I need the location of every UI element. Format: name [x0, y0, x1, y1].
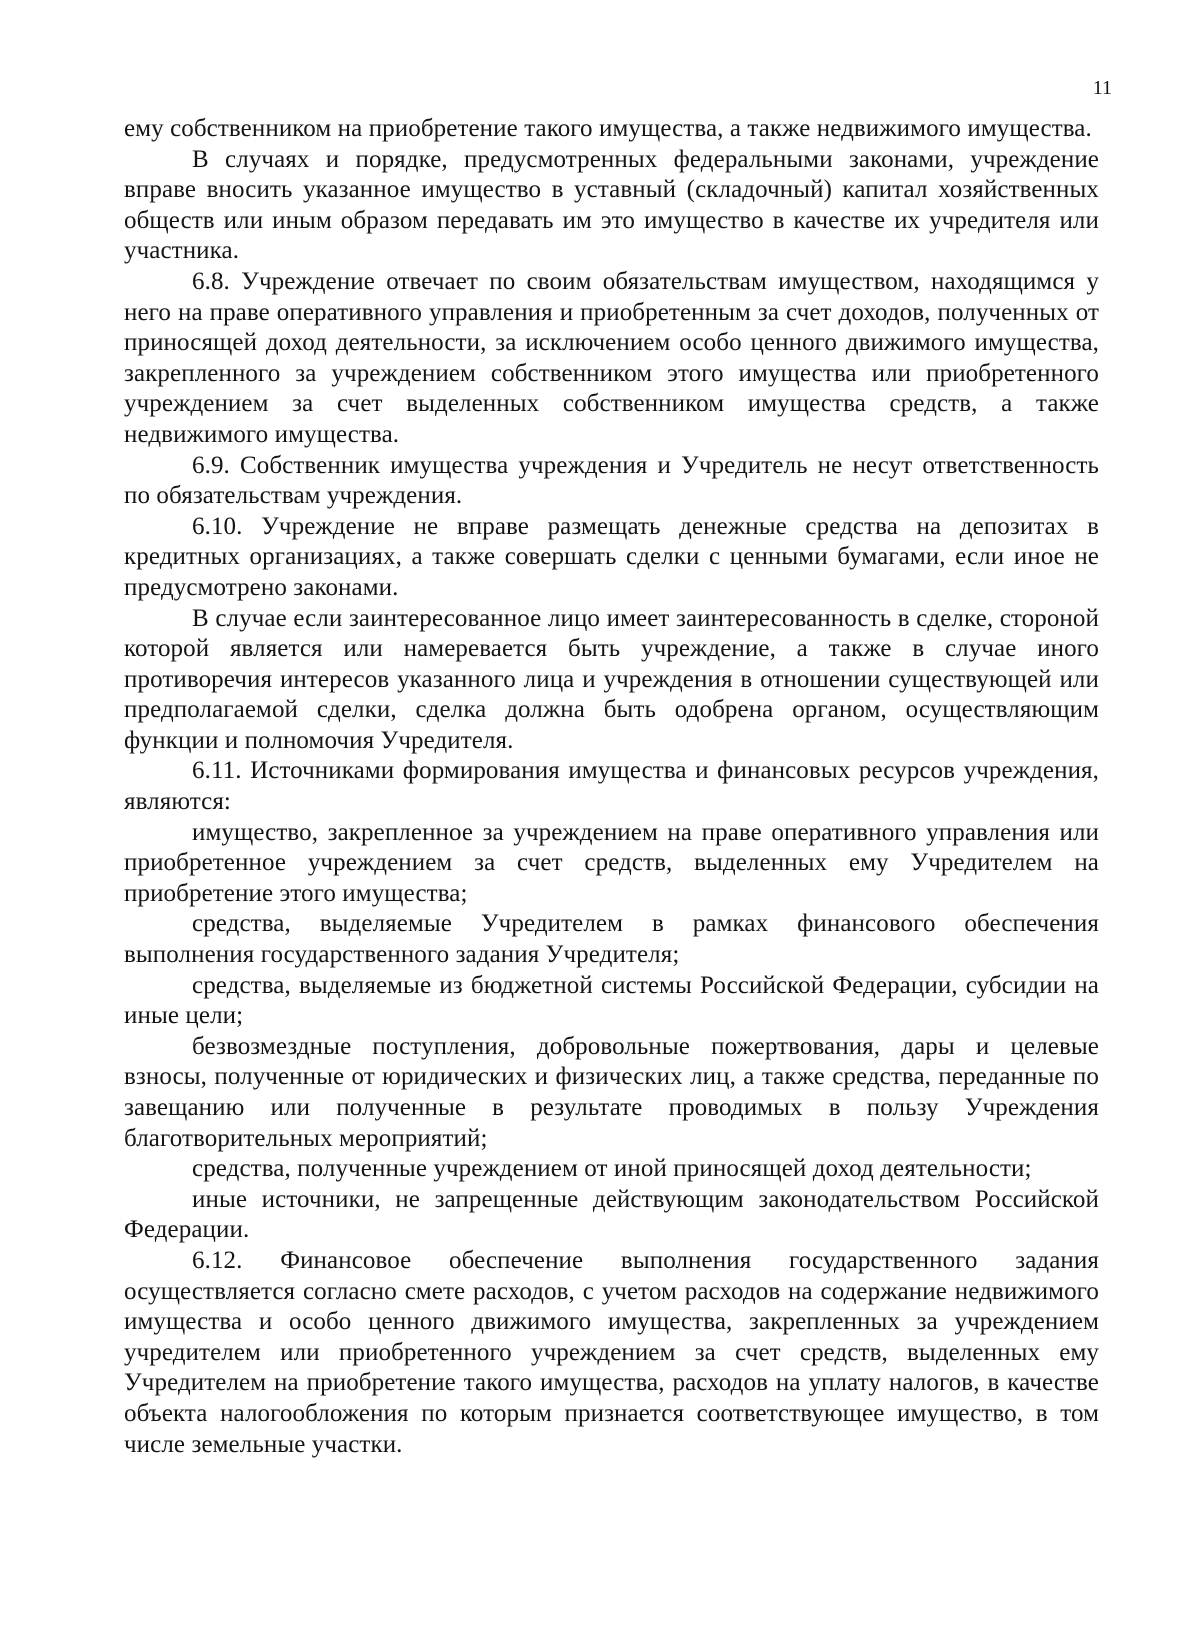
paragraph: В случаях и порядке, предусмотренных федеральными законами, учреждение вправе вносить указанное имущество в уставный (складочный) капитал хозяйственных обществ или иным образом передавать им это имущество в качестве их учредителя или участника.	[124, 145, 1099, 265]
list-item: имущество, закрепленное за учреждением на праве оперативного управления или приобретенное учреждением за счет средств, выделенных ему Учредителем на приобретение этого имущества;	[124, 818, 1099, 907]
list-item: иные источники, не запрещенные действующим законодательством Российской Федерации.	[124, 1185, 1099, 1244]
list-item: средства, выделяемые Учредителем в рамках финансового обеспечения выполнения государственного задания Учредителя;	[124, 910, 1099, 969]
paragraph: В случае если заинтересованное лицо имеет заинтересованность в сделке, стороной которой является или намеревается быть учреждение, а также в случае иного противоречия интересов указанного лица и учреждения в отношении существующей или предполагаемой сделки, сделка должна быть одобрена органом, осуществляющим функции и полномочия Учредителя.	[124, 604, 1099, 754]
list-item: средства, выделяемые из бюджетной системы Российской Федерации, субсидии на иные цели;	[124, 971, 1099, 1030]
paragraph-section-6-9: 6.9. Собственник имущества учреждения и Учредитель не несут ответственность по обязательствам учреждения.	[124, 451, 1099, 510]
list-item: средства, полученные учреждением от иной приносящей доход деятельности;	[192, 1155, 1032, 1183]
paragraph-section-6-10: 6.10. Учреждение не вправе размещать денежные средства на депозитах в кредитных организациях, а также совершать сделки с ценными бумагами, если иное не предусмотрено законами.	[124, 512, 1099, 601]
page-number: 11	[1092, 77, 1112, 99]
document-body	[124, 114, 1099, 1460]
paragraph: ему собственником на приобретение такого имущества, а также недвижимого имущества.	[124, 115, 1092, 142]
list-item: безвозмездные поступления, добровольные пожертвования, дары и целевые взносы, полученные от юридических и физических лиц, а также средства, переданные по завещанию или полученные в результате проводимых в пользу Учреждения благотворительных мероприятий;	[124, 1032, 1099, 1152]
paragraph-section-6-11: 6.11. Источниками формирования имущества и финансовых ресурсов учреждения, являются:	[124, 757, 1099, 816]
paragraph-section-6-8: 6.8. Учреждение отвечает по своим обязательствам имуществом, находящимся у него на праве оперативного управления и приобретенным за счет доходов, полученных от приносящей доход деятельности, за исключением особо ценного движимого имущества, закрепленного за учреждением собственником этого имущества или приобретенного учреждением за счет выделенных собственником имущества средств, а также недвижимого имущества.	[124, 267, 1099, 448]
paragraph-section-6-12: 6.12. Финансовое обеспечение выполнения государственного задания осуществляется согласно смете расходов, с учетом расходов на содержание недвижимого имущества и особо ценного движимого имущества, закрепленных за учреждением учредителем или приобретенного учреждением за счет средств, выделенных ему Учредителем на приобретение такого имущества, расходов на уплату налогов, в качестве объекта налогообложения по которым признается соответствующее имущество, в том числе земельные участки.	[124, 1246, 1099, 1458]
